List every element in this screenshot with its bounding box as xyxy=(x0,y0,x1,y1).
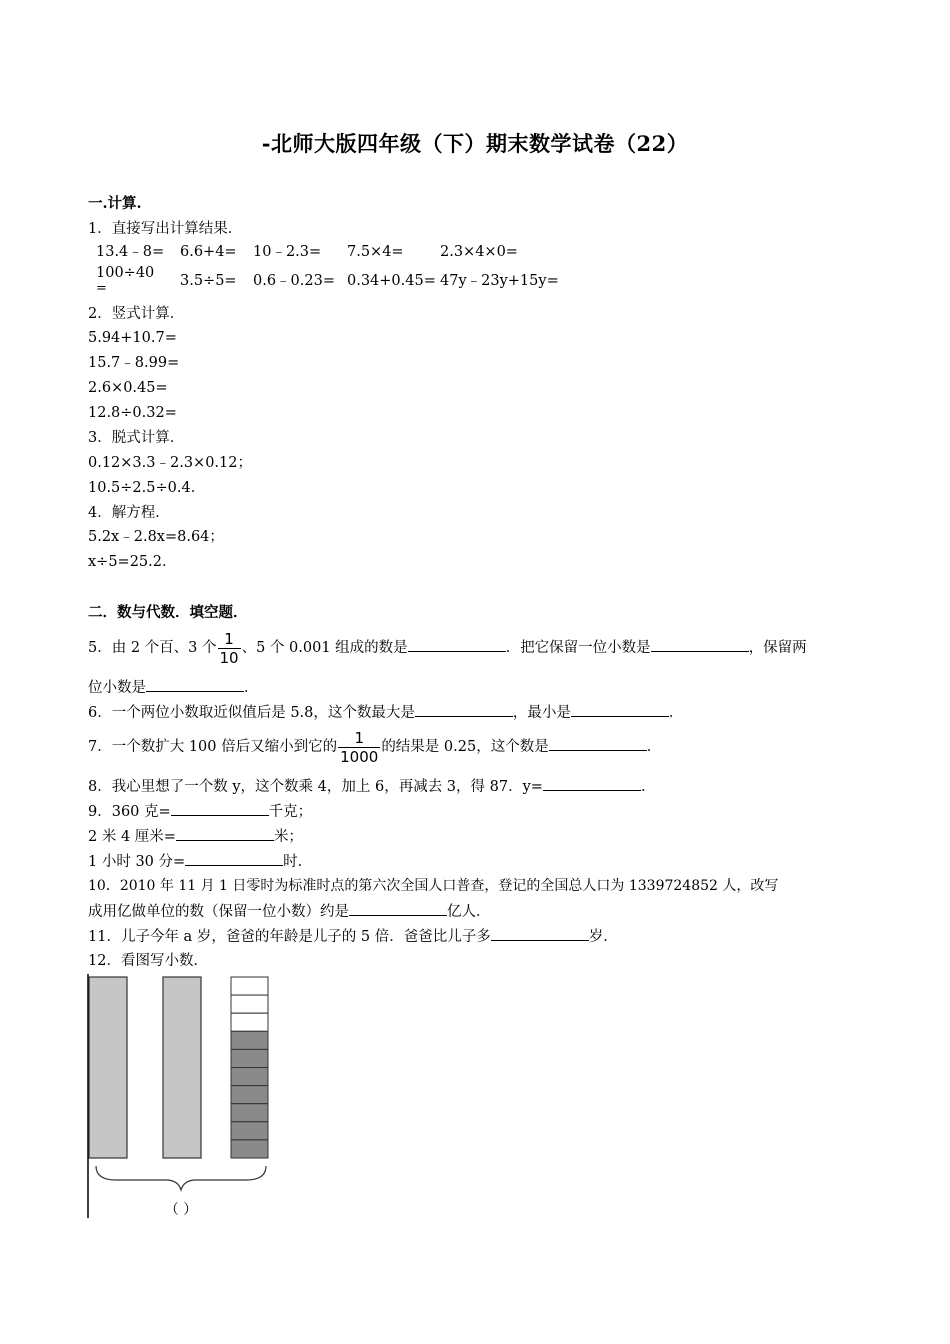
q1-r2-c5: 47y﹣23y+15y= xyxy=(440,273,559,289)
q1-r1-c4: 7.5×4= xyxy=(347,244,404,260)
q9-blank-2[interactable] xyxy=(176,826,274,841)
q8-blank[interactable] xyxy=(543,776,641,791)
q9-part-b: 千克； xyxy=(268,804,313,820)
q9-blank-1[interactable] xyxy=(171,801,269,816)
empty-part xyxy=(231,1013,268,1031)
grouping-brace xyxy=(96,1166,266,1190)
shaded-part xyxy=(231,1104,268,1122)
q6-part-b: ，最小是 xyxy=(512,705,571,721)
q10-part-b: 成用亿做单位的数（保留一位小数）约是 xyxy=(88,904,349,920)
q7-part-a: 7．一个数扩大 100 倍后又缩小到它的 xyxy=(88,739,338,755)
q2-item-1: 5.94+10.7= xyxy=(88,330,177,346)
q7-blank[interactable] xyxy=(549,736,647,751)
q10-blank[interactable] xyxy=(349,901,447,916)
q6-line xyxy=(88,702,683,723)
q1-r2-c1b: = xyxy=(96,281,107,296)
q5-blank-2[interactable] xyxy=(651,637,749,652)
q5-line1 xyxy=(88,628,807,668)
section2-heading: 二．数与代数．填空题． xyxy=(88,604,248,621)
section1-heading: 一.计算. xyxy=(88,195,142,212)
q8-part-a: 8．我心里想了一个数 y，这个数乘 4，加上 6，再减去 3，得 87．y= xyxy=(88,779,543,795)
q7-frac-num: 1 xyxy=(354,728,364,747)
q6-part-c: ． xyxy=(668,705,684,721)
q2-item-3: 2.6×0.45= xyxy=(88,380,168,396)
q4-text: 4．解方程． xyxy=(88,505,170,521)
shaded-part xyxy=(231,1068,268,1086)
shaded-part xyxy=(231,1049,268,1067)
q9-part-e: 1 小时 30 分= xyxy=(88,854,186,870)
q3-item-2: 10.5÷2.5÷0.4． xyxy=(88,480,206,496)
q5-part-b: 、5 个 0.001 组成的数是 xyxy=(241,640,408,656)
q9-blank-3[interactable] xyxy=(185,851,283,866)
full-column-1 xyxy=(89,977,127,1158)
q6-blank-2[interactable] xyxy=(571,702,669,717)
full-column-2 xyxy=(163,977,201,1158)
q8-part-b: ． xyxy=(640,779,656,795)
q6-part-a: 6．一个两位小数取近似值后是 5.8，这个数最大是 xyxy=(88,705,415,721)
q10-line2 xyxy=(88,901,491,922)
q12-text: 12．看图写小数． xyxy=(88,953,208,969)
q4-item-1: 5.2x﹣2.8x=8.64； xyxy=(88,529,224,545)
q11-blank[interactable] xyxy=(491,926,589,941)
q2-item-2: 15.7﹣8.99= xyxy=(88,355,180,371)
q9-line2 xyxy=(88,826,303,847)
q9-line3 xyxy=(88,851,312,872)
q11-part-b: 岁． xyxy=(588,929,618,945)
q1-r1-c3: 10﹣2.3= xyxy=(253,244,322,260)
q1-r1-c1: 13.4﹣8= xyxy=(96,244,165,260)
q1-r1-c5: 2.3×4×0= xyxy=(440,244,518,260)
q1-r2-c1a: 100÷40 xyxy=(96,265,155,281)
q5-part-c: ．把它保留一位小数是 xyxy=(505,640,651,656)
q2-item-4: 12.8÷0.32= xyxy=(88,405,177,421)
q9-line1 xyxy=(88,801,312,822)
q2-text: 2．竖式计算． xyxy=(88,306,185,322)
shaded-part xyxy=(231,1140,268,1158)
q1-r2-c2: 3.5÷5= xyxy=(180,273,237,289)
figure-answer-bracket: （ ） xyxy=(164,1202,198,1218)
q9-part-f: 时． xyxy=(283,854,313,870)
decimal-figure xyxy=(86,972,276,1222)
q7-part-b: 的结果是 0.25，这个数是 xyxy=(381,739,549,755)
q9-part-d: 米； xyxy=(273,829,303,845)
q5-line2 xyxy=(88,677,259,698)
q7-frac-den: 1000 xyxy=(340,747,379,766)
q5-blank-1[interactable] xyxy=(408,637,506,652)
q11-line xyxy=(88,926,618,947)
q1-r1-c2: 6.6+4= xyxy=(180,244,237,260)
q5-fraction xyxy=(218,630,241,667)
q5-part-a: 5．由 2 个百、3 个 xyxy=(88,640,217,656)
q7-fraction xyxy=(338,729,380,766)
q1-text: 1．直接写出计算结果． xyxy=(88,221,243,237)
q5-blank-3[interactable] xyxy=(146,677,244,692)
q8-line xyxy=(88,776,655,797)
q3-text: 3．脱式计算． xyxy=(88,430,185,446)
q3-item-1: 0.12×3.3﹣2.3×0.12； xyxy=(88,455,252,471)
q5-frac-num: 1 xyxy=(224,629,234,648)
q6-blank-1[interactable] xyxy=(415,702,513,717)
q9-part-a: 9．360 克= xyxy=(88,804,171,820)
q1-r2-c3: 0.6﹣0.23= xyxy=(253,273,335,289)
q10-part-c: 亿人． xyxy=(447,904,491,920)
q5-part-d: ，保留两 xyxy=(748,640,807,656)
q5-part-e: 位小数是 xyxy=(88,680,146,696)
q7-line xyxy=(88,727,661,767)
empty-part xyxy=(231,977,268,995)
shaded-part xyxy=(231,1086,268,1104)
shaded-part xyxy=(231,1031,268,1049)
q9-part-c: 2 米 4 厘米= xyxy=(88,829,176,845)
q10-line1: 10．2010 年 11 月 1 日零时为标准时点的第六次全国人口普查，登记的全国总人口为 1339724852 人，改写 xyxy=(88,878,779,894)
empty-part xyxy=(231,995,268,1013)
q5-part-f: ． xyxy=(244,680,259,696)
page-title: -北师大版四年级（下）期末数学试卷（22） xyxy=(261,131,689,156)
q1-r2-c4: 0.34+0.45= xyxy=(347,273,436,289)
q11-part-a: 11．儿子今年 a 岁，爸爸的年龄是儿子的 5 倍．爸爸比儿子多 xyxy=(88,929,491,945)
shaded-part xyxy=(231,1122,268,1140)
partial-column xyxy=(231,977,268,1158)
q7-part-c: ． xyxy=(646,739,662,755)
q4-item-2: x÷5=25.2． xyxy=(88,554,177,570)
q5-frac-den: 10 xyxy=(219,648,239,667)
